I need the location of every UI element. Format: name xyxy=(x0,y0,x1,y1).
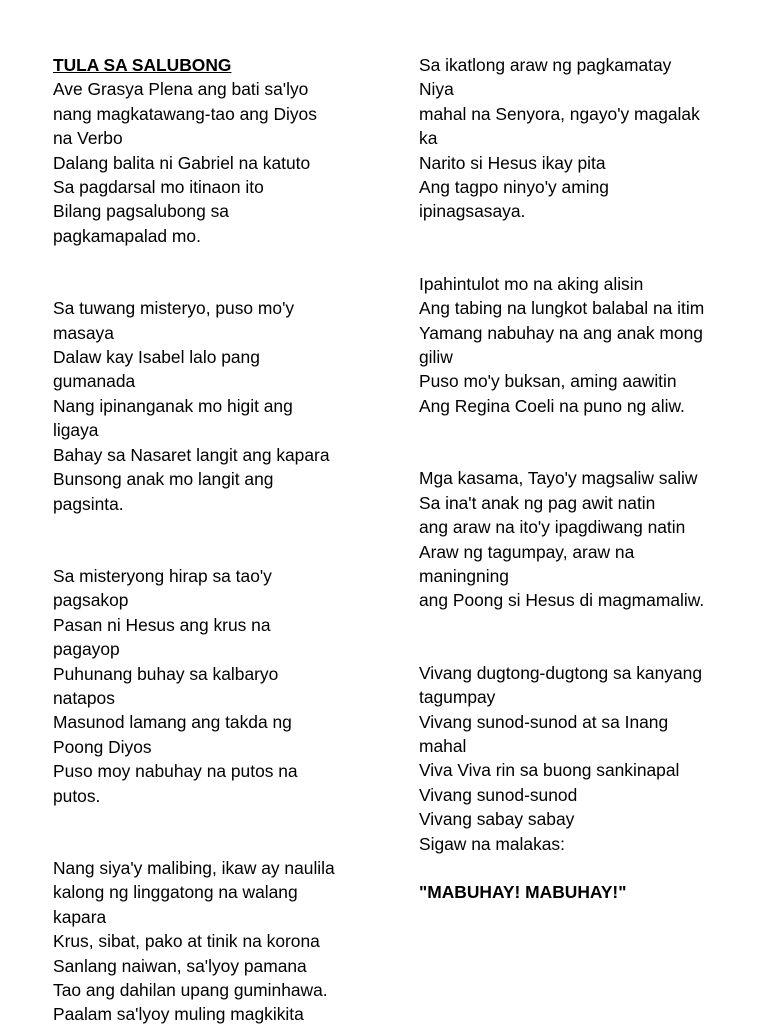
poem-line: mahal na Senyora, ngayo'y magalak xyxy=(419,103,700,124)
closing-exclamation: "MABUHAY! MABUHAY!" xyxy=(419,881,627,902)
poem-line: Vivang sabay sabay xyxy=(419,809,575,830)
poem-line: Ang tagpo ninyo'y aming xyxy=(419,177,609,198)
stanza-1 xyxy=(53,77,383,248)
poem-line: Puhunang buhay sa kalbaryo xyxy=(53,663,279,684)
poem-line: nang magkatawang-tao ang Diyos xyxy=(53,103,317,124)
poem-title: TULA SA SALUBONG xyxy=(53,55,232,75)
poem-line: Bahay sa Nasaret langit ang kapara xyxy=(53,444,330,465)
stanza-8 xyxy=(419,661,749,856)
poem-line: Araw ng tagumpay, araw na xyxy=(419,541,635,562)
poem-line: mahal xyxy=(419,735,467,756)
poem-line: giliw xyxy=(419,347,453,368)
poem-line: Ang tabing na lungkot balabal na itim xyxy=(419,298,705,319)
poem-line: Puso mo'y buksan, aming aawitin xyxy=(419,371,677,392)
poem-line: Tao ang dahilan upang guminhawa. xyxy=(53,980,328,1000)
stanza-5 xyxy=(419,53,749,224)
poem-line: Nang ipinanganak mo higit ang xyxy=(53,395,293,416)
poem-line: Nang siya'y malibing, ikaw ay naulila xyxy=(53,857,335,878)
poem-line: Dalang balita ni Gabriel na katuto xyxy=(53,152,311,173)
poem-line: kapara xyxy=(53,906,107,927)
poem-line: Mga kasama, Tayo'y magsaliw saliw xyxy=(419,468,698,489)
poem-line: Ipahintulot mo na aking alisin xyxy=(419,273,644,294)
poem-line: ang Poong si Hesus di magmamaliw. xyxy=(419,590,705,611)
poem-line: Sanlang naiwan, sa'lyoy pamana xyxy=(53,955,307,976)
poem-line: Sa ina't anak ng pag awit natin xyxy=(419,492,656,513)
poem-line: Vivang sunod-sunod xyxy=(419,784,578,805)
poem-line: Niya xyxy=(419,79,454,100)
poem-line: Sa tuwang misteryo, puso mo'y xyxy=(53,298,295,319)
poem-line: Ang Regina Coeli na puno ng aliw. xyxy=(419,395,685,416)
stanza-2 xyxy=(53,296,383,516)
poem-line: Yamang nabuhay na ang anak mong xyxy=(419,322,703,343)
poem-line: masaya xyxy=(53,322,114,343)
poem-line: natapos xyxy=(53,687,115,708)
poem-line: Puso moy nabuhay na putos na xyxy=(53,761,298,782)
poem-line: ligaya xyxy=(53,420,99,441)
poem-line: Pasan ni Hesus ang krus na xyxy=(53,614,271,635)
poem-line: Sa pagdarsal mo itinaon ito xyxy=(53,177,264,198)
poem-line: Sigaw na malakas: xyxy=(419,833,565,854)
poem-line: tagumpay xyxy=(419,687,496,708)
poem-line: Vivang sunod-sunod at sa Inang xyxy=(419,711,669,732)
poem-line: ipinagsasaya. xyxy=(419,201,526,222)
poem-line: ka xyxy=(419,128,438,149)
stanza-3 xyxy=(53,564,383,808)
poem-line: Poong Diyos xyxy=(53,736,152,757)
left-column xyxy=(53,53,383,1027)
poem-line: Sa ikatlong araw ng pagkamatay xyxy=(419,55,672,75)
poem-line: Krus, sibat, pako at tinik na korona xyxy=(53,931,320,952)
poem-line: pagayop xyxy=(53,639,120,660)
poem-line: Paalam sa'lyoy muling magkikita xyxy=(53,1004,304,1025)
stanza-7 xyxy=(419,466,749,612)
poem-line: Bilang pagsalubong sa xyxy=(53,201,229,222)
poem-line: Viva Viva rin sa buong sankinapal xyxy=(419,760,680,781)
poem-line: Masunod lamang ang takda ng xyxy=(53,712,292,733)
poem-line: Vivang dugtong-dugtong sa kanyang xyxy=(419,662,702,683)
stanza-4 xyxy=(53,856,383,1027)
poem-line: kalong ng linggatong na walang xyxy=(53,882,298,903)
poem-line: pagsakop xyxy=(53,590,129,611)
poem-line: putos. xyxy=(53,785,101,806)
poem-line: pagkamapalad mo. xyxy=(53,225,201,246)
poem-line: Narito si Hesus ikay pita xyxy=(419,152,606,173)
poem-line: ang araw na ito'y ipagdiwang natin xyxy=(419,517,686,538)
poem-line: Bunsong anak mo langit ang xyxy=(53,469,274,490)
right-column xyxy=(419,53,749,904)
poem-line: Ave Grasya Plena ang bati sa'lyo xyxy=(53,79,309,100)
poem-line: na Verbo xyxy=(53,128,123,149)
poem-line: pagsinta. xyxy=(53,493,124,514)
poem-line: maningning xyxy=(419,565,509,586)
poem-line: Dalaw kay Isabel lalo pang xyxy=(53,347,260,368)
stanza-6 xyxy=(419,272,749,418)
poem-line: gumanada xyxy=(53,371,136,392)
poem-line: Sa misteryong hirap sa tao'y xyxy=(53,565,272,586)
